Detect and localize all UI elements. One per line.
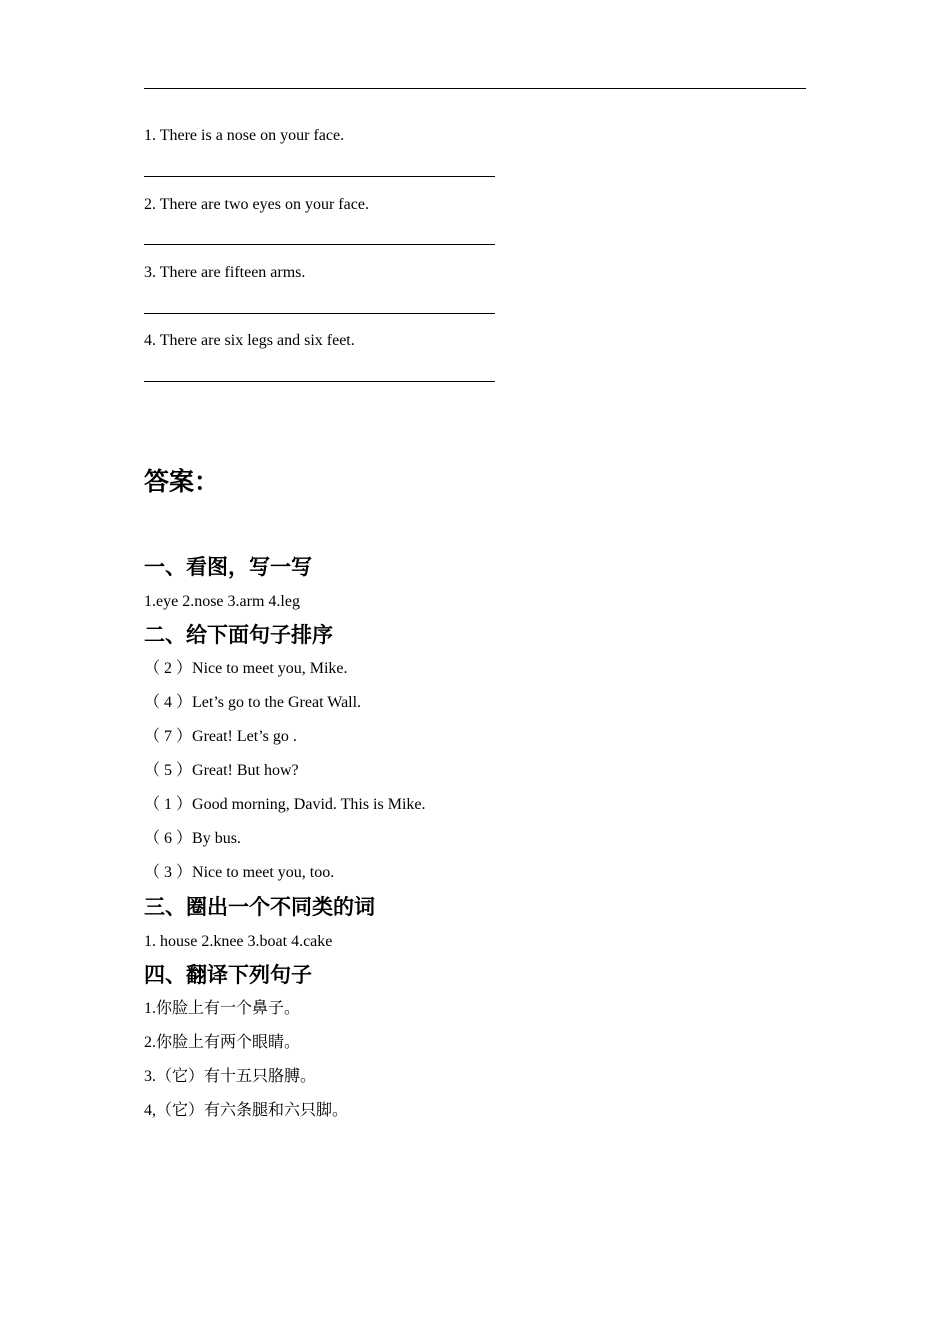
order-item [144,727,297,747]
section-3-answers: 1. house 2.knee 3.boat 4.cake [144,933,333,950]
section-3-heading: 三、圈出一个不同类的词 [144,895,375,919]
translation-line: 2.你脸上有两个眼睛。 [144,1034,301,1051]
order-item [144,761,299,781]
answer-blank-3 [144,313,495,314]
order-number: （ 3 ） [144,864,193,881]
header-rule [144,88,806,89]
order-item [144,829,241,849]
order-number: （ 6 ） [144,830,193,847]
order-number: （ 1 ） [144,796,193,813]
order-number: （ 4 ） [144,694,193,711]
translation-line: 3.（它）有十五只胳膊。 [144,1068,317,1085]
order-number: （ 2 ） [144,660,193,677]
section-2-heading: 二、给下面句子排序 [144,623,333,647]
question-1: 1. There is a nose on your face. [144,127,345,144]
order-item [144,863,334,883]
order-item [144,693,361,713]
section-4-heading: 四、翻译下列句子 [144,963,312,987]
order-sentence: Nice to meet you, too. [192,864,335,881]
order-sentence: Good morning, David. This is Mike. [192,796,426,813]
answer-blank-2 [144,244,495,245]
order-number: （ 5 ） [144,762,193,779]
translation-line: 4,（它）有六条腿和六只脚。 [144,1102,349,1119]
question-4: 4. There are six legs and six feet. [144,332,355,349]
translation-line: 1.你脸上有一个鼻子。 [144,1000,301,1017]
order-sentence: Let’s go to the Great Wall. [192,694,362,711]
order-sentence: Nice to meet you, Mike. [192,660,348,677]
section-1-heading: 一、看图，写一写 [144,555,312,579]
order-item [144,795,426,815]
order-item [144,659,348,679]
answers-title: 答案： [144,467,220,496]
question-3: 3. There are fifteen arms. [144,264,306,281]
order-sentence: Great! But how? [192,762,299,779]
question-2: 2. There are two eyes on your face. [144,196,369,213]
order-number: （ 7 ） [144,728,193,745]
order-sentence: By bus. [192,830,241,847]
answer-blank-1 [144,176,495,177]
answer-blank-4 [144,381,495,382]
order-sentence: Great! Let’s go . [192,728,297,745]
section-1-answers: 1.eye 2.nose 3.arm 4.leg [144,593,300,610]
